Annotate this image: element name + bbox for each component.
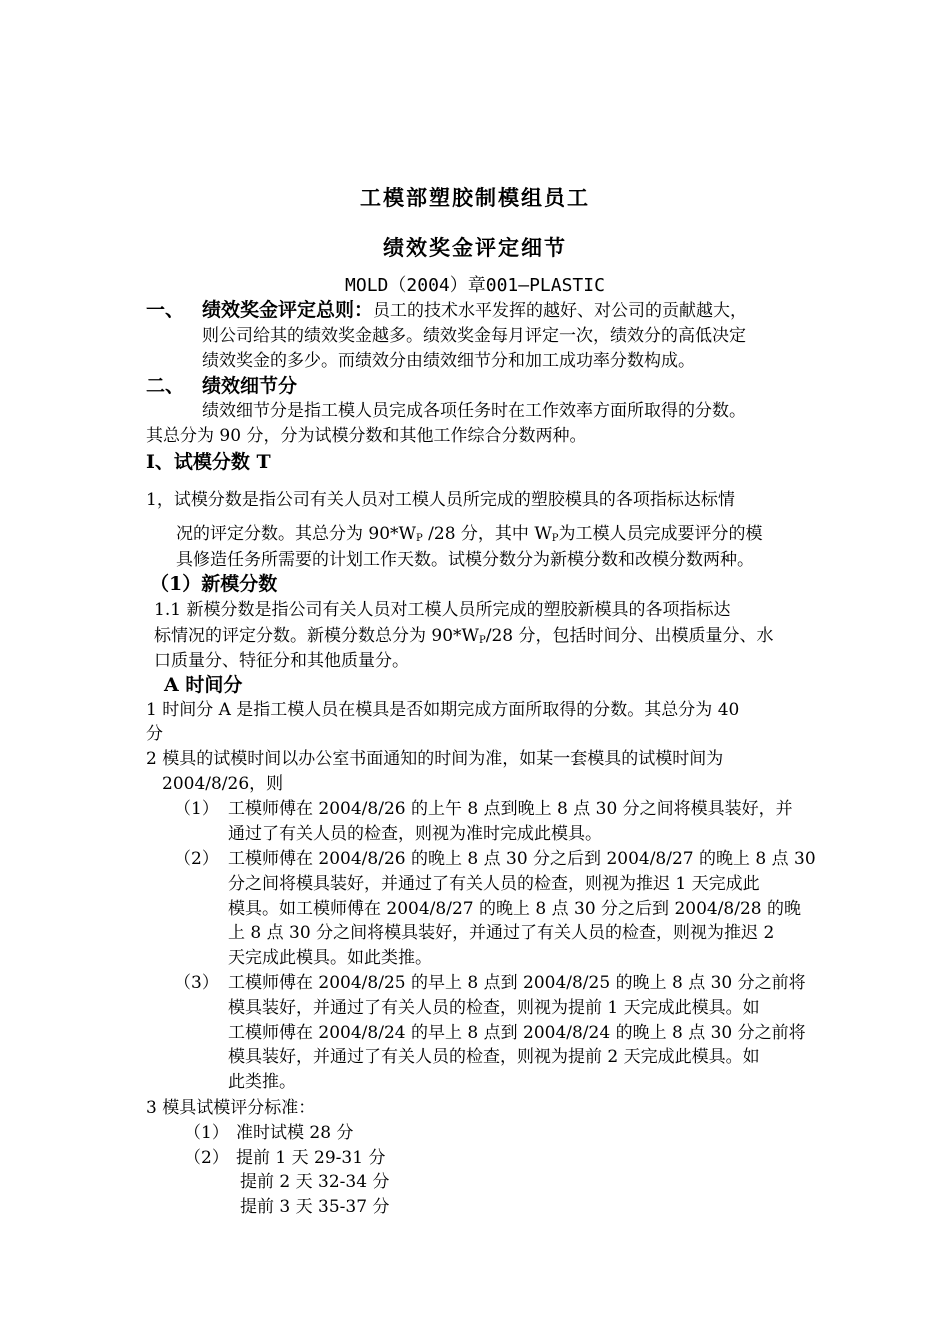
item1-line1: 工模师傅在 2004/8/26 的上午 8 点到晚上 8 点 30 分之间将模具装好，并: [228, 799, 793, 819]
score1-number: （1）: [184, 1123, 229, 1143]
section1-line2: 则公司给其的绩效奖金越多。绩效奖金每月评定一次，绩效分的高低决定: [202, 326, 746, 346]
section1-line1: [202, 298, 747, 323]
section2-line2: 其总分为 90 分，分为试模分数和其他工作综合分数两种。: [146, 426, 587, 446]
new-mold-para-line1: 1.1 新模分数是指公司有关人员对工模人员所完成的塑胶新模具的各项指标达: [154, 600, 731, 620]
part1-para-line1: 1，试模分数是指公司有关人员对工模人员所完成的塑胶模具的各项指标达标情: [146, 490, 735, 510]
score2-line2: 提前 2 天 32-34 分: [240, 1172, 390, 1192]
section1-line3: 绩效奖金的多少。而绩效分由绩效细节分和加工成功率分数构成。: [202, 351, 695, 371]
new-mold-para-line2: 标情况的评定分数。新模分数总分为 $90*W_P/28$ 分，包括时间分、出模质量分、水: [154, 626, 774, 646]
score2-line3: 提前 3 天 35-37 分: [240, 1197, 390, 1217]
document-title-line2: 绩效奖金评定细节: [383, 235, 567, 260]
item3-line5: 此类推。: [228, 1072, 296, 1092]
part1-heading: I、试模分数 T: [146, 451, 271, 473]
item2-line5: 天完成此模具。如此类推。: [228, 948, 432, 968]
score2-line1: 提前 1 天 29-31 分: [236, 1148, 386, 1168]
score1-text: 准时试模 28 分: [236, 1123, 354, 1143]
document-title-line1: 工模部塑胶制模组员工: [360, 185, 590, 210]
time-score-para1-line2: 分: [146, 724, 163, 744]
new-mold-heading: （1）新模分数: [150, 573, 278, 595]
item3-number: （3）: [174, 973, 219, 993]
part1-para-line3: 具修造任务所需要的计划工作天数。试模分数分为新模分数和改模分数两种。: [176, 550, 754, 570]
time-score-para1-line1: 1 时间分 A 是指工模人员在模具是否如期完成方面所取得的分数。其总分为 40: [146, 700, 740, 720]
document-code: MOLD（2004）章001—PLASTIC: [345, 275, 605, 296]
item1-line2: 通过了有关人员的检查，则视为准时完成此模具。: [228, 824, 602, 844]
part1-para-line2: 况的评定分数。其总分为 $90*W_P$ /28 分，其中 $W_P$为工模人员完成要评分的模: [176, 524, 763, 544]
time-score-heading: A 时间分: [164, 674, 243, 696]
item3-line3: 工模师傅在 2004/8/24 的早上 8 点到 2004/8/24 的晚上 8 点 30 分之前将: [228, 1023, 806, 1043]
section2-number: 二、: [146, 375, 185, 397]
section1-text1: 员工的技术水平发挥的越好、对公司的贡献越大，: [373, 301, 748, 321]
time-score-para2-line2: 2004/8/26，则: [162, 774, 284, 794]
item3-line2: 模具装好，并通过了有关人员的检查，则视为提前 1 天完成此模具。如: [228, 998, 760, 1018]
item2-number: （2）: [174, 849, 219, 869]
item2-line1: 工模师傅在 2004/8/26 的晚上 8 点 30 分之后到 2004/8/27 的晚上 8 点 30: [228, 849, 816, 869]
scoring-standard-heading: 3 模具试模评分标准：: [146, 1098, 316, 1118]
section2-line1: 绩效细节分是指工模人员完成各项任务时在工作效率方面所取得的分数。: [202, 401, 746, 421]
section1-heading: 绩效奖金评定总则：: [202, 299, 374, 321]
item1-number: （1）: [174, 799, 219, 819]
section1-number: 一、: [146, 299, 185, 321]
score2-number: （2）: [184, 1148, 229, 1168]
item3-line4: 模具装好，并通过了有关人员的检查，则视为提前 2 天完成此模具。如: [228, 1047, 760, 1067]
section2-heading: 绩效细节分: [202, 375, 298, 397]
time-score-para2-line1: 2 模具的试模时间以办公室书面通知的时间为准，如某一套模具的试模时间为: [146, 749, 724, 769]
item2-line2: 分之间将模具装好，并通过了有关人员的检查，则视为推迟 1 天完成此: [228, 874, 760, 894]
item3-line1: 工模师傅在 2004/8/25 的早上 8 点到 2004/8/25 的晚上 8 点 30 分之前将: [228, 973, 806, 993]
new-mold-para-line3: 口质量分、特征分和其他质量分。: [154, 651, 409, 671]
item2-line3: 模具。如工模师傅在 2004/8/27 的晚上 8 点 30 分之后到 2004/8/28 的晚: [228, 899, 802, 919]
item2-line4: 上 8 点 30 分之间将模具装好，并通过了有关人员的检查，则视为推迟 2: [228, 923, 775, 943]
